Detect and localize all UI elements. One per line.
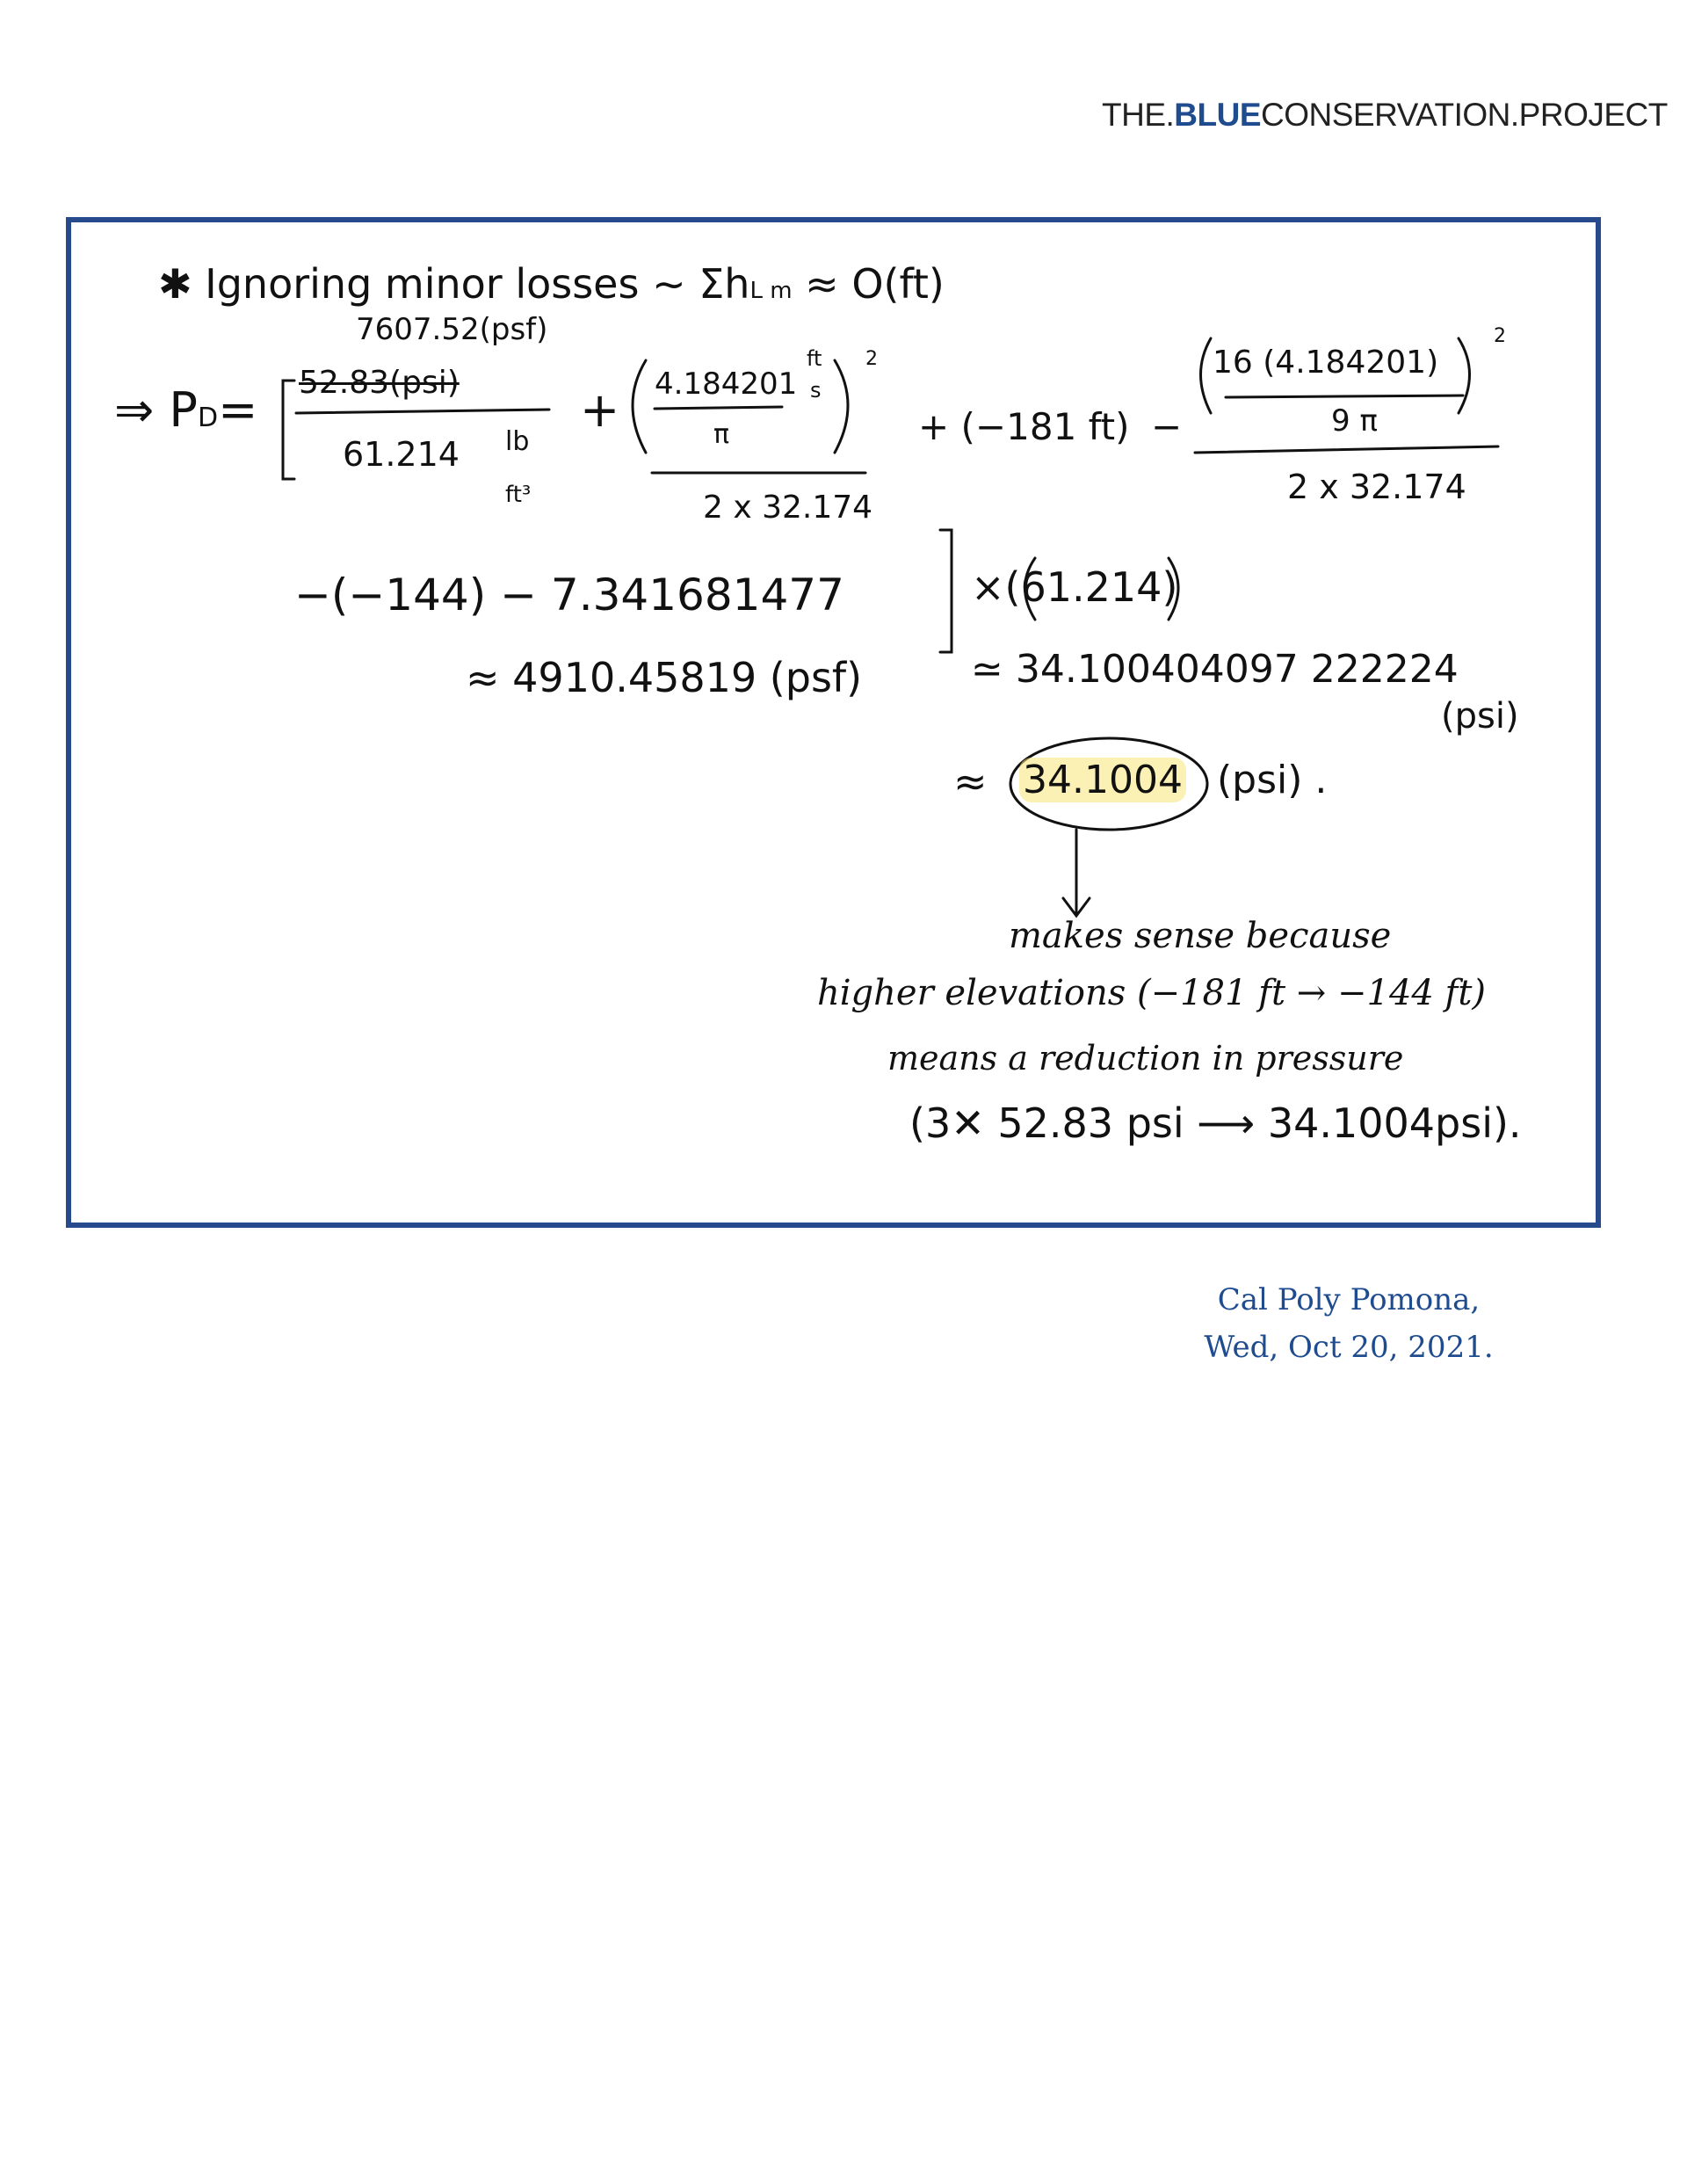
notes-numerator-2: 16 (4.184201) — [1213, 345, 1439, 381]
notes-equals-psi: ≃ 34.100404097 222224 — [971, 647, 1459, 692]
notes-line-ignoring: ✱ Ignoring minor losses ~ ΣhL m ≈ O(ft) — [158, 260, 945, 308]
notes-pd: ⇒ PD= — [114, 382, 258, 438]
notes-velocity: 4.184201 — [655, 366, 798, 402]
notes-density: 61.214 — [343, 435, 460, 474]
notes-exp-2: 2 — [1494, 325, 1506, 347]
notes-den-2: 9 π — [1331, 403, 1378, 439]
notes-vel-unit-den: s — [810, 378, 822, 403]
notes-pi: π — [713, 419, 730, 450]
notes-sense-1: makes sense because — [1009, 916, 1392, 956]
site-header: THE.BLUECONSERVATION.PROJECT — [1102, 97, 1668, 133]
notes-vel-unit-num: ft — [807, 346, 822, 371]
notes-elevation: + (−181 ft) — [918, 405, 1130, 448]
notes-line-2: −(−144) − 7.341681477 — [294, 570, 844, 620]
notes-sense-3: means a reduction in pressure — [887, 1039, 1404, 1077]
notes-psf-label: 7607.52(psf) — [356, 312, 548, 347]
notes-multiplier: ×(61.214) — [971, 563, 1178, 611]
notes-denom-1: 2 x 32.174 — [703, 490, 873, 526]
notes-sense-2: higher elevations (−181 ft → −144 ft) — [817, 973, 1487, 1013]
notes-plus: + — [580, 382, 620, 438]
caption-line-1: Cal Poly Pomona, — [1217, 1282, 1481, 1317]
notes-pressure-struck: 52.83(psi) — [299, 365, 460, 401]
notes-psi-unit: (psi) — [1441, 696, 1519, 736]
notes-approx-psf: ≈ 4910.45819 (psf) — [466, 654, 863, 701]
notes-result: 34.1004 — [1019, 761, 1186, 800]
caption-line-2: Wed, Oct 20, 2021. — [1204, 1330, 1494, 1365]
notes-density-unit-den: ft³ — [505, 482, 532, 508]
notes-density-unit-num: lb — [505, 426, 530, 457]
notes-denom-2: 2 x 32.174 — [1287, 468, 1466, 506]
notes-minus: − — [1151, 405, 1183, 448]
notes-exp-1: 2 — [865, 348, 878, 370]
notes-approx-symbol: ≈ — [953, 758, 988, 805]
notes-result-unit: (psi) . — [1217, 758, 1328, 802]
caption — [1204, 1276, 1494, 1371]
notes-sense-4: (3✕ 52.83 psi ⟶ 34.1004psi). — [909, 1099, 1522, 1147]
